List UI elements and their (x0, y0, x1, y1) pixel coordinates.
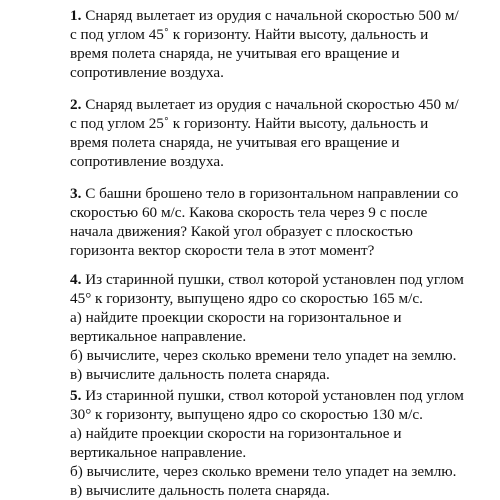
problem-text: горизонта вектор скорости тела в этот момент? (70, 242, 375, 259)
problem-text: а) найдите проекции скорости на горизонтальное и (70, 309, 402, 326)
problem-number: 2. (70, 96, 82, 113)
problem-text: вертикальное направление. (70, 444, 247, 461)
problem-1 (70, 6, 488, 82)
problem-line (70, 386, 488, 405)
problem-text: в) вычислите дальность полета снаряда. (70, 366, 330, 383)
problem-text: время полета снаряда, не учитывая его вращение и (70, 134, 400, 151)
problem-text: 30° к горизонту, выпущено ядро со скоростью 130 м/с. (70, 406, 423, 423)
problem-line (70, 184, 488, 203)
problem-text: Снаряд вылетает из орудия с начальной скоростью 500 м/ (85, 7, 459, 24)
problem-number: 1. (70, 7, 82, 24)
problem-number: 4. (70, 271, 82, 288)
problem-text: Из старинной пушки, ствол которой установлен под углом (85, 271, 464, 288)
problem-5 (70, 386, 488, 500)
problem-line (70, 6, 488, 25)
problem-4 (70, 270, 488, 384)
problem-text: скоростью 60 м/с. Какова скорость тела через 9 с после (70, 204, 428, 221)
problem-2 (70, 95, 488, 171)
problem-text: 45° к горизонту, выпущено ядро со скоростью 165 м/с. (70, 290, 423, 307)
problem-text: а) найдите проекции скорости на горизонтальное и (70, 425, 402, 442)
problem-text: время полета снаряда, не учитывая его вращение и (70, 45, 400, 62)
problem-text: Из старинной пушки, ствол которой установлен под углом (85, 387, 464, 404)
problem-text: начала движения? Какой угол образует с плоскостью (70, 223, 413, 240)
problem-number: 5. (70, 387, 82, 404)
problem-3 (70, 184, 488, 260)
problem-text: сопротивление воздуха. (70, 153, 224, 170)
problem-text: б) вычислите, через сколько времени тело упадет на землю. (70, 463, 457, 480)
problem-text: вертикальное направление. (70, 328, 247, 345)
problem-text: в) вычислите дальность полета снаряда. (70, 482, 330, 499)
problem-text: с под углом 25˚ к горизонту. Найти высоту, дальность и (70, 115, 429, 132)
problem-line (70, 95, 488, 114)
problem-line (70, 270, 488, 289)
problem-text: б) вычислите, через сколько времени тело упадет на землю. (70, 347, 457, 364)
problem-text: с под углом 45˚ к горизонту. Найти высоту, дальность и (70, 26, 429, 43)
problem-number: 3. (70, 185, 82, 202)
problem-text: сопротивление воздуха. (70, 64, 224, 81)
problem-text: С башни брошено тело в горизонтальном направлении со (85, 185, 459, 202)
problem-text: Снаряд вылетает из орудия с начальной скоростью 450 м/ (85, 96, 459, 113)
